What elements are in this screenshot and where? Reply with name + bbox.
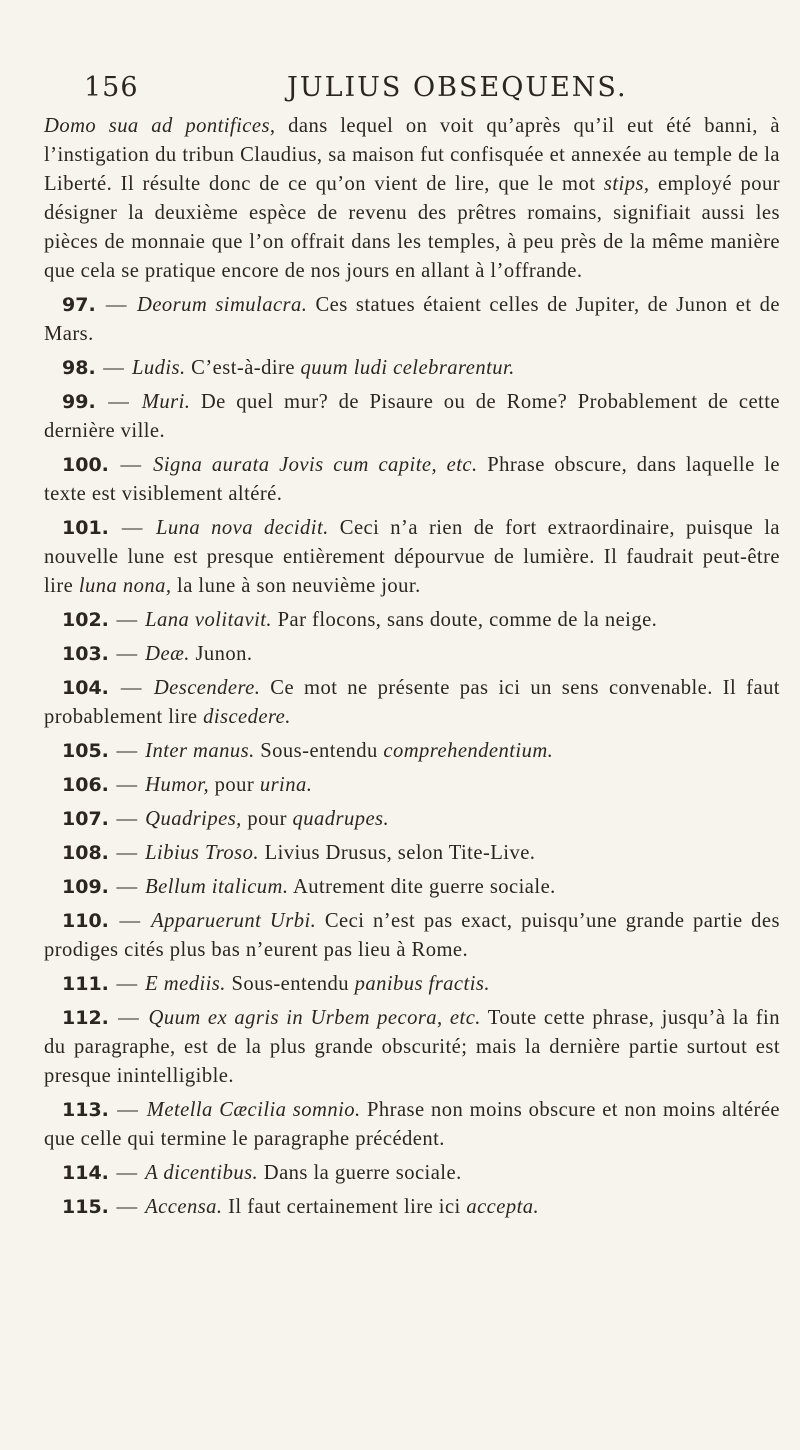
note-dash: — bbox=[120, 677, 142, 699]
note-115 bbox=[44, 1193, 780, 1222]
note-text: Junon. bbox=[189, 643, 253, 665]
spacer bbox=[109, 774, 115, 796]
spacer bbox=[109, 454, 119, 476]
spacer bbox=[109, 910, 118, 932]
note-number: 97. bbox=[62, 294, 96, 316]
note-number: 105. bbox=[62, 740, 109, 762]
lemma: Descendere. bbox=[153, 677, 261, 699]
note-101 bbox=[44, 514, 780, 601]
lemma: Deorum simulacra. bbox=[137, 294, 308, 316]
note-text: Ceci n’a rien de fort extraordinaire, puisque la nouvelle lune est presque entièrement dépourvue de lumière. Il faudrait peut-être lire bbox=[44, 517, 781, 597]
note-text: Ce mot ne présente pas ici un sens convenable. Il faut probablement lire bbox=[44, 677, 780, 728]
note-dash: — bbox=[116, 876, 138, 898]
lemma: panibus fractis. bbox=[354, 973, 490, 995]
spacer bbox=[145, 517, 156, 539]
note-text: Toute cette phrase, jusqu’à la fin du paragraphe, est de la plus grande obscurité; mais la dernière partie surtout est presque inintelligible. bbox=[44, 1007, 780, 1087]
lemma: Bellum italicum. bbox=[145, 876, 289, 898]
lemma: Humor, bbox=[145, 774, 210, 796]
spacer bbox=[109, 973, 115, 995]
note-111 bbox=[44, 970, 780, 999]
note-dash: — bbox=[116, 973, 138, 995]
lemma: Lana volitavit. bbox=[145, 609, 273, 631]
note-dash: — bbox=[118, 1007, 140, 1029]
note-106 bbox=[44, 771, 780, 800]
note-dash: — bbox=[116, 740, 138, 762]
note-text: Phrase non moins obscure et non moins altérée que celle qui termine le paragraphe précédent. bbox=[44, 1099, 781, 1150]
note-107 bbox=[44, 805, 780, 834]
note-108 bbox=[44, 839, 780, 868]
note-number: 112. bbox=[62, 1007, 109, 1029]
spacer bbox=[96, 357, 102, 379]
note-112 bbox=[44, 1004, 780, 1091]
note-text: De quel mur? de Pisaure ou de Rome? Probablement de cette dernière ville. bbox=[44, 391, 780, 442]
note-number: 104. bbox=[62, 677, 109, 699]
note-number: 98. bbox=[62, 357, 96, 379]
spacer bbox=[109, 1162, 115, 1184]
note-text: Ceci n’est pas exact, puisqu’une grande partie des prodiges cités plus bas n’eurent pas lieu à Rome. bbox=[44, 910, 780, 961]
note-text: la lune à son neuvième jour. bbox=[171, 575, 421, 597]
note-number: 100. bbox=[62, 454, 109, 476]
lemma: quum ludi celebrarentur. bbox=[300, 357, 515, 379]
note-text: Autrement dite guerre sociale. bbox=[288, 876, 556, 898]
lemma: A dicentibus. bbox=[145, 1162, 259, 1184]
spacer bbox=[143, 910, 152, 932]
note-114 bbox=[44, 1159, 780, 1188]
spacer bbox=[109, 643, 115, 665]
note-number: 99. bbox=[62, 391, 96, 413]
lemma: accepta. bbox=[466, 1196, 540, 1218]
lemma: Inter manus. bbox=[145, 740, 255, 762]
spacer bbox=[131, 391, 142, 413]
note-text: Dans la guerre sociale. bbox=[258, 1162, 462, 1184]
note-number: 107. bbox=[62, 808, 109, 830]
note-text: pour bbox=[209, 774, 260, 796]
lemma: Domo sua ad pontifices, bbox=[44, 115, 276, 137]
lemma: Apparuerunt Urbi. bbox=[151, 910, 317, 932]
lemma: urina. bbox=[259, 774, 313, 796]
note-dash: — bbox=[116, 609, 138, 631]
note-dash: — bbox=[119, 910, 141, 932]
spacer bbox=[109, 517, 120, 539]
note-dash: — bbox=[116, 774, 138, 796]
note-text: Livius Drusus, selon Tite-Live. bbox=[258, 842, 536, 864]
lemma: quadrupes. bbox=[292, 808, 390, 830]
note-text: Il faut certainement lire ici bbox=[222, 1196, 467, 1218]
note-100 bbox=[44, 451, 780, 509]
spacer bbox=[109, 876, 115, 898]
spacer bbox=[109, 677, 119, 699]
spacer bbox=[96, 391, 107, 413]
spacer bbox=[109, 1196, 115, 1218]
note-number: 102. bbox=[62, 609, 109, 631]
note-number: 111. bbox=[62, 973, 109, 995]
note-text: C’est-à-dire bbox=[185, 357, 301, 379]
note-number: 115. bbox=[62, 1196, 109, 1218]
note-103 bbox=[44, 640, 780, 669]
note-dash: — bbox=[121, 517, 143, 539]
note-text: pour bbox=[241, 808, 293, 830]
note-text: Sous-entendu bbox=[225, 973, 355, 995]
spacer bbox=[109, 1007, 116, 1029]
note-number: 103. bbox=[62, 643, 109, 665]
lemma: Quadripes, bbox=[145, 808, 242, 830]
note-dash: — bbox=[116, 1196, 138, 1218]
lemma: E mediis. bbox=[145, 973, 226, 995]
note-109 bbox=[44, 873, 780, 902]
note-number: 114. bbox=[62, 1162, 109, 1184]
spacer bbox=[144, 677, 154, 699]
page-body bbox=[44, 112, 780, 1227]
note-number: 101. bbox=[62, 517, 109, 539]
notes-list bbox=[44, 291, 780, 1222]
lemma: Ludis. bbox=[131, 357, 186, 379]
note-99 bbox=[44, 388, 780, 446]
note-dash: — bbox=[116, 842, 138, 864]
lemma: Muri. bbox=[141, 391, 191, 413]
note-113 bbox=[44, 1096, 780, 1154]
spacer bbox=[109, 808, 115, 830]
note-dash: — bbox=[120, 454, 142, 476]
note-text: Ces statues étaient celles de Jupiter, de Junon et de Mars. bbox=[44, 294, 780, 345]
spacer bbox=[141, 1007, 148, 1029]
note-text: Sous-entendu bbox=[254, 740, 384, 762]
lemma: Accensa. bbox=[145, 1196, 223, 1218]
lemma: luna nona, bbox=[78, 575, 172, 597]
note-dash: — bbox=[105, 294, 127, 316]
note-dash: — bbox=[116, 1162, 138, 1184]
spacer bbox=[109, 842, 115, 864]
note-text: employé pour désigner la deuxième espèce de revenu des prêtres romains, signifiait aussi les pièces de monnaie que l’on offrait dans les temples, à peu près de la même manière que cela se pratique encore de nos jours en allant à l’offrande. bbox=[44, 173, 780, 282]
lemma: Luna nova decidit. bbox=[155, 517, 329, 539]
lemma: Metella Cæcilia somnio. bbox=[146, 1099, 361, 1121]
note-dash: — bbox=[103, 357, 125, 379]
note-number: 108. bbox=[62, 842, 109, 864]
spacer bbox=[129, 294, 137, 316]
note-dash: — bbox=[116, 808, 138, 830]
spacer bbox=[109, 740, 115, 762]
note-text: Par flocons, sans doute, comme de la neige. bbox=[272, 609, 658, 631]
running-title: JULIUS OBSEQUENS. bbox=[287, 72, 628, 103]
lemma: discedere. bbox=[203, 706, 291, 728]
lemma: comprehendentium. bbox=[383, 740, 554, 762]
lemma: Quum ex agris in Urbem pecora, etc. bbox=[148, 1007, 481, 1029]
note-dash: — bbox=[117, 1099, 139, 1121]
lemma: Libius Troso. bbox=[145, 842, 259, 864]
note-text: dans lequel on voit qu’après qu’il eut été banni, à l’instigation du tribun Claudius, sa maison fut confisquée et annexée au temple de la Liberté. Il résulte donc de ce qu’on vient de lire, que le mot bbox=[44, 115, 780, 195]
note-110 bbox=[44, 907, 780, 965]
note-104 bbox=[44, 674, 780, 732]
lemma: Deæ. bbox=[145, 643, 190, 665]
page-header bbox=[84, 72, 760, 112]
note-98 bbox=[44, 354, 780, 383]
spacer bbox=[109, 1099, 115, 1121]
note-dash: — bbox=[108, 391, 130, 413]
lemma: Signa aurata Jovis cum capite, etc. bbox=[153, 454, 478, 476]
note-dash: — bbox=[116, 643, 138, 665]
spacer bbox=[96, 294, 104, 316]
note-102 bbox=[44, 606, 780, 635]
spacer bbox=[144, 454, 154, 476]
note-105 bbox=[44, 737, 780, 766]
page-number: 156 bbox=[84, 72, 139, 103]
note-97 bbox=[44, 291, 780, 349]
note-text: Phrase obscure, dans laquelle le texte est visiblement altéré. bbox=[44, 454, 780, 505]
note-number: 110. bbox=[62, 910, 109, 932]
note-number: 113. bbox=[62, 1099, 109, 1121]
spacer bbox=[109, 609, 115, 631]
note-number: 106. bbox=[62, 774, 109, 796]
lemma: stips, bbox=[603, 173, 650, 195]
continuation-paragraph bbox=[44, 112, 780, 286]
note-number: 109. bbox=[62, 876, 109, 898]
